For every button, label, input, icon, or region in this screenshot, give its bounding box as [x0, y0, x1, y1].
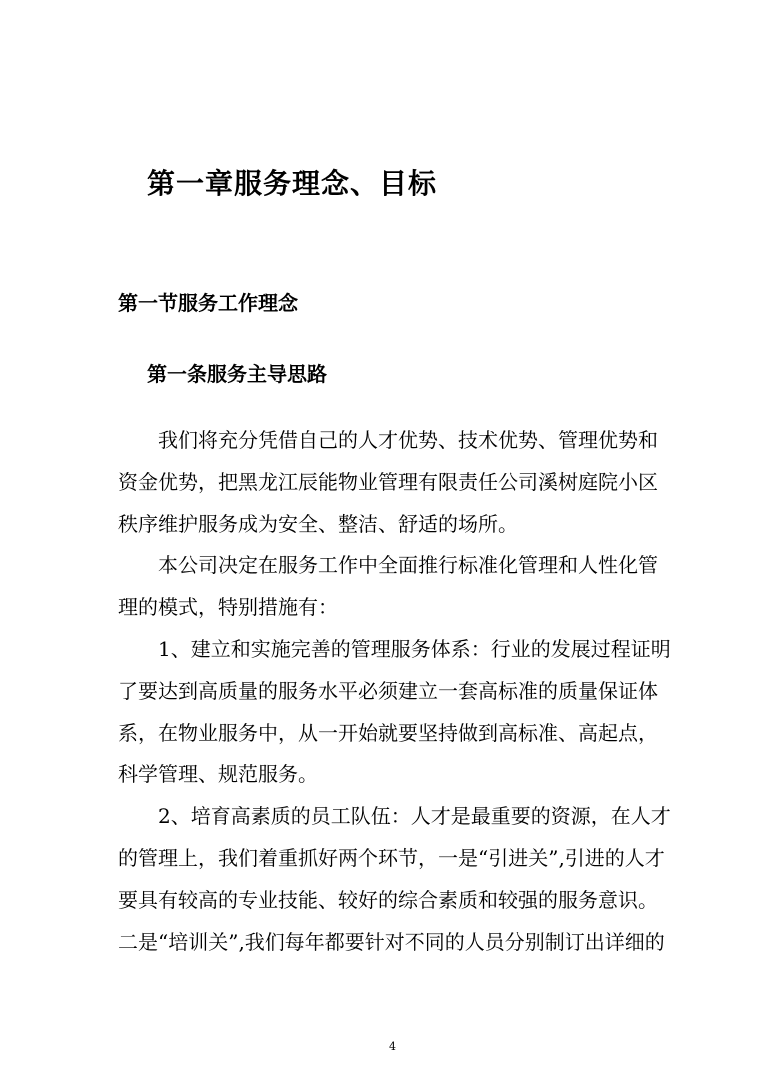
article-title: 第一条服务主导思路: [147, 362, 327, 386]
text-line: 我们将充分凭借自己的人才优势、技术优势、管理优势和: [158, 428, 658, 452]
text-line: 要具有较高的专业技能、较好的综合素质和较强的服务意识。: [118, 887, 658, 912]
text-line: 秩序维护服务成为安全、整洁、舒适的场所。: [118, 511, 518, 536]
section-title: 第一节服务工作理念: [118, 291, 298, 315]
text-line: 1、建立和实施完善的管理服务体系：行业的发展过程证明: [158, 637, 671, 661]
chapter-title: 第一章服务理念、目标: [147, 167, 438, 200]
text-line: 2、培育高素质的员工队伍：人才是最重要的资源，在人才: [158, 804, 671, 829]
text-line: 理的模式，特别措施有：: [118, 595, 338, 620]
text-line: 资金优势，把黑龙江辰能物业管理有限责任公司溪树庭院小区: [118, 469, 658, 494]
text-line: 系，在物业服务中，从一开始就要坚持做到高标准、高起点，: [118, 720, 658, 745]
text-line: 科学管理、规范服务。: [118, 762, 318, 787]
text-line: 二是“培训关”,我们每年都要针对不同的人员分别制订出详细的: [118, 929, 665, 954]
text-line: 的管理上，我们着重抓好两个环节，一是“引进关”,引进的人才: [118, 846, 665, 870]
text-line: 本公司决定在服务工作中全面推行标准化管理和人性化管: [158, 553, 658, 578]
text-line: 了要达到高质量的服务水平必须建立一套高标准的质量保证体: [118, 678, 658, 703]
page-number: 4: [389, 1040, 396, 1053]
